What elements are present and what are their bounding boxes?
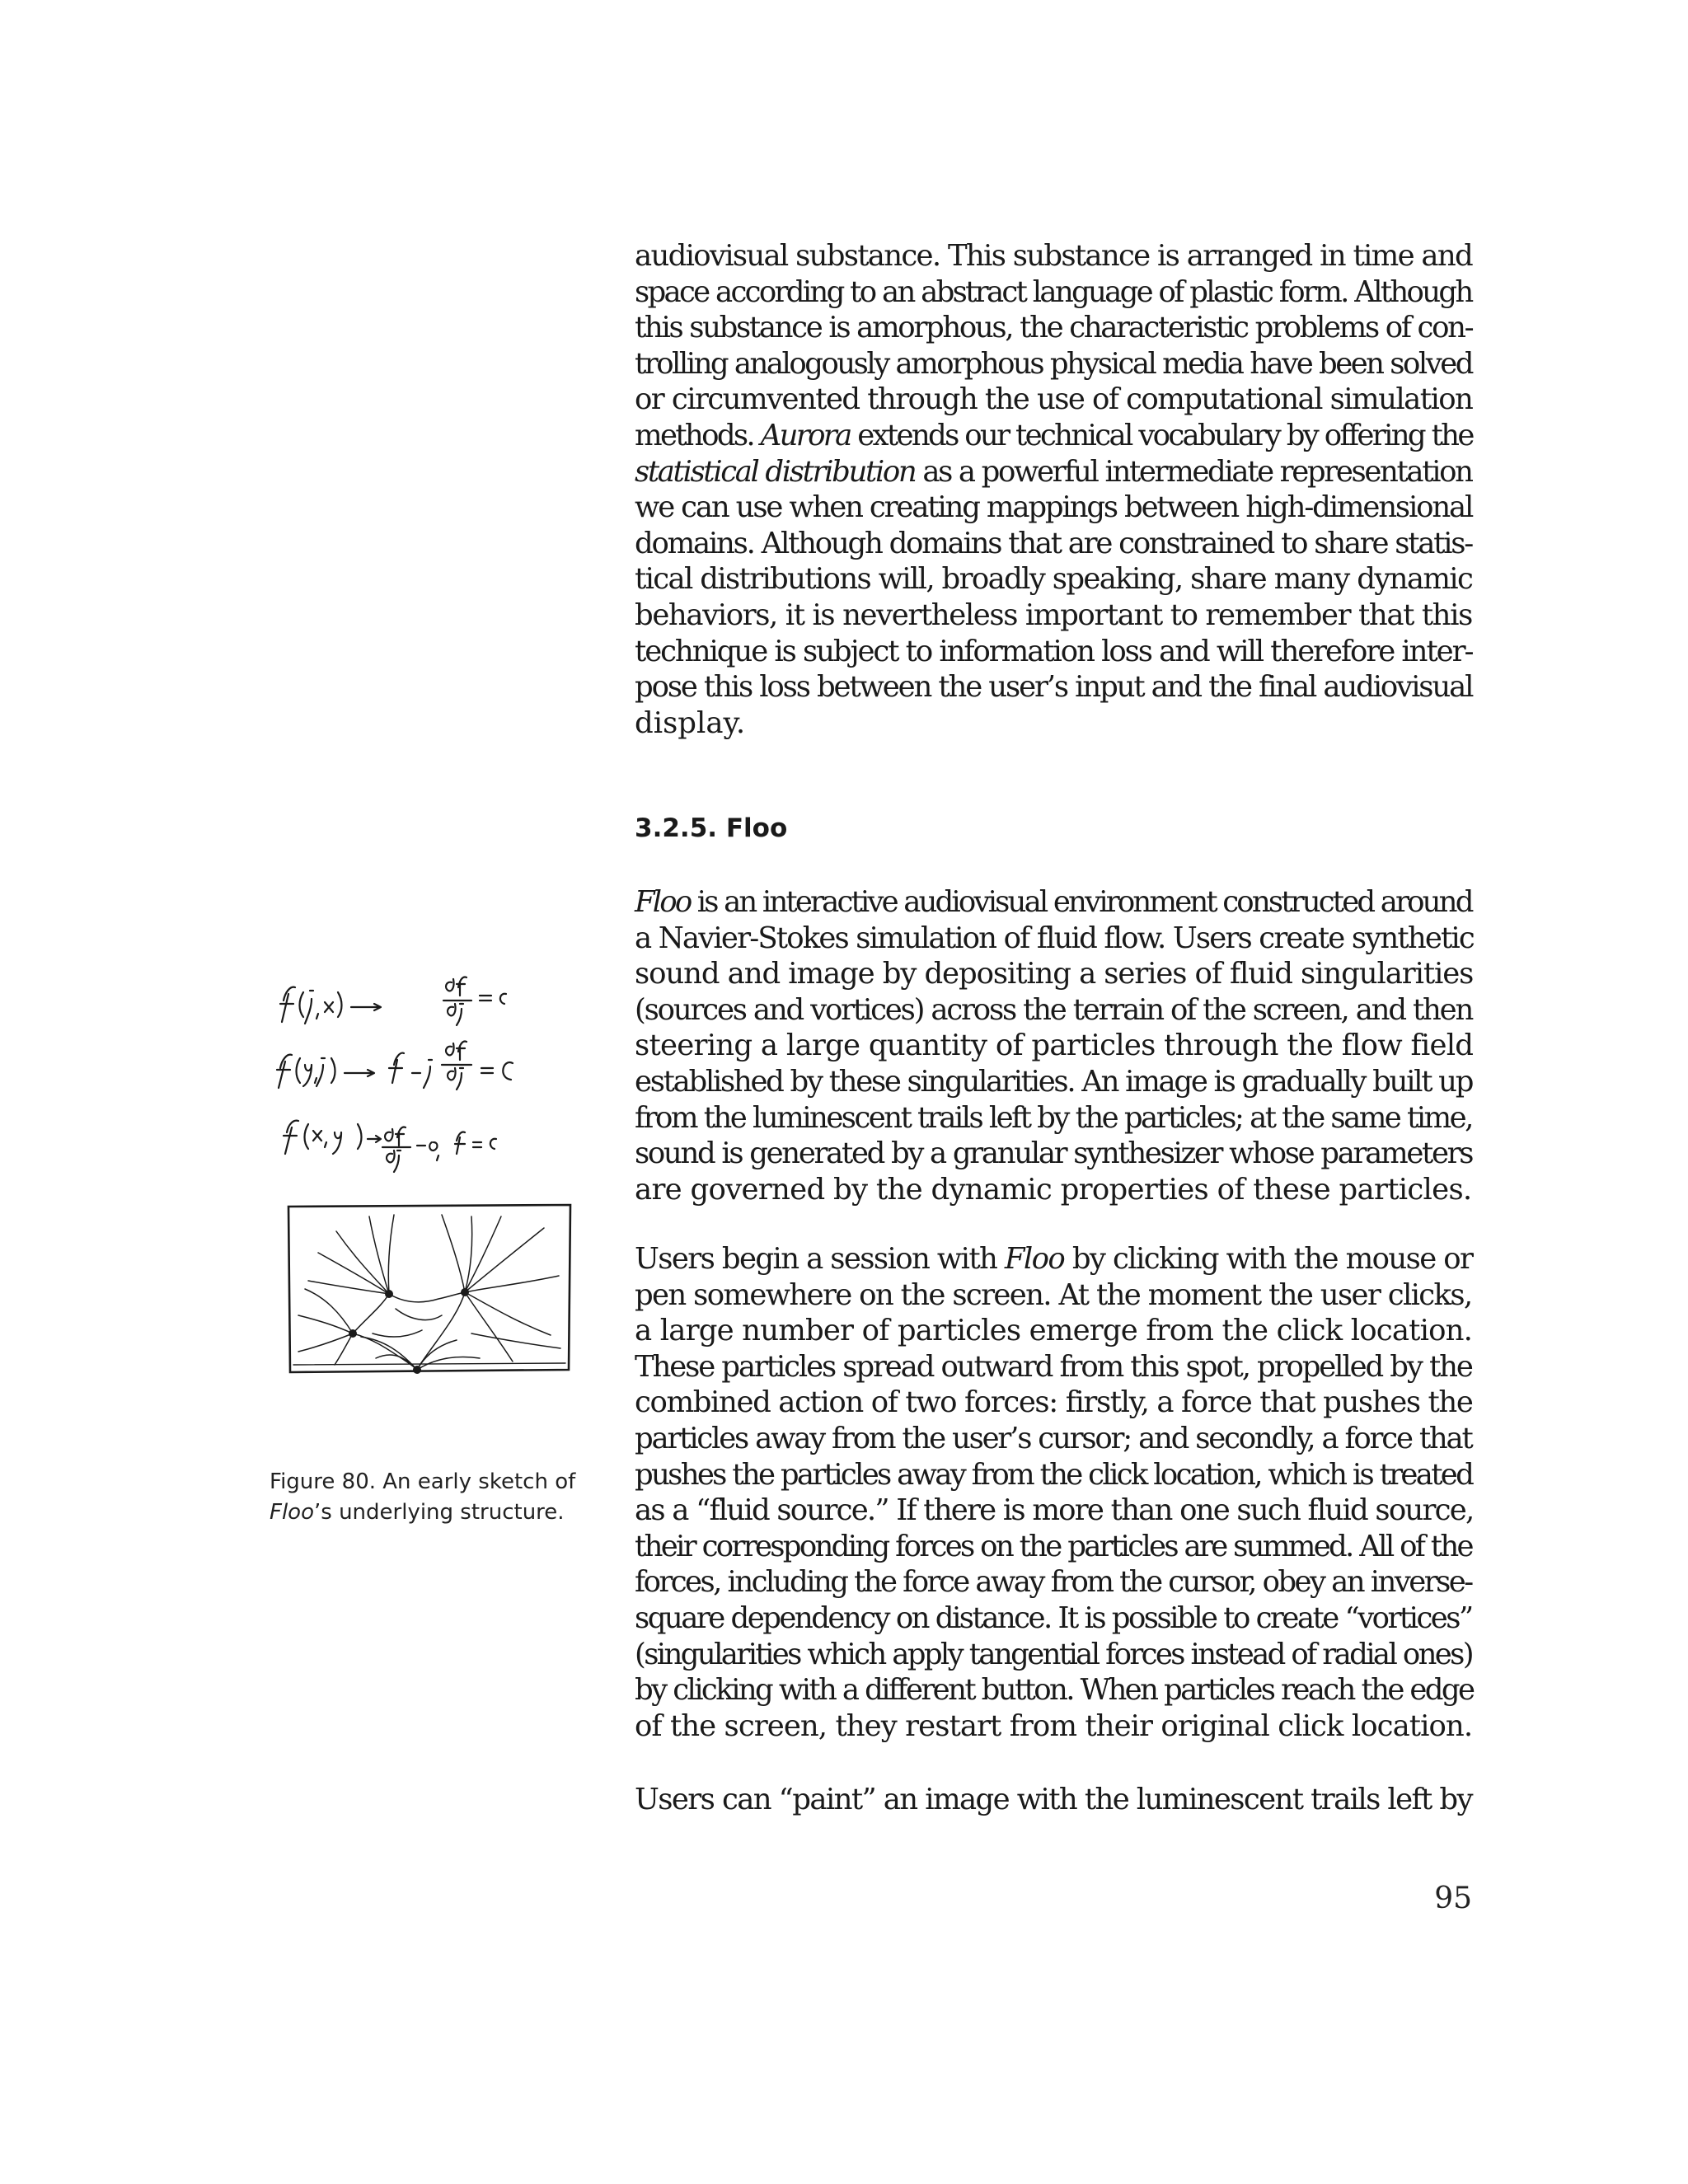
text-line xyxy=(635,921,1472,957)
italic-text: statistical distribution xyxy=(635,454,916,489)
text-run: sound is generated by a granular synthesizer whose parameters xyxy=(635,1137,1473,1171)
text-line xyxy=(635,1493,1472,1529)
text-line xyxy=(635,1457,1472,1493)
text-line xyxy=(635,454,1472,490)
text-line xyxy=(635,1564,1472,1601)
text-run: behaviors, it is nevertheless important to remember that this xyxy=(635,598,1472,632)
text-run: pose this loss between the user’s input and the final audiovisual xyxy=(635,670,1473,705)
text-line xyxy=(635,956,1472,992)
text-line xyxy=(635,1349,1472,1385)
text-line xyxy=(635,1028,1472,1064)
text-line xyxy=(635,346,1472,382)
page-number: 95 xyxy=(1434,1882,1472,1915)
text-run: by clicking with a different button. When particles reach the edge xyxy=(635,1673,1474,1708)
text-run: are governed by the dynamic properties of these particles. xyxy=(635,1172,1472,1207)
text-line xyxy=(635,669,1472,705)
text-run: display. xyxy=(635,705,746,740)
text-run: by clicking with the mouse or xyxy=(1064,1242,1473,1276)
text-line xyxy=(635,1136,1472,1172)
text-run: pushes the particles away from the click location, which is treated xyxy=(635,1457,1473,1492)
text-run: from the luminescent trails left by the particles; at the same time, xyxy=(635,1100,1472,1135)
italic-text: Floo xyxy=(1004,1242,1065,1276)
text-run: of the screen, they restart from their original click location. xyxy=(635,1708,1473,1743)
text-line xyxy=(635,418,1472,454)
text-run: particles away from the user’s cursor; and secondly, a force that xyxy=(635,1421,1472,1455)
flow-field-sketch xyxy=(288,1205,570,1374)
text-run: square dependency on distance. It is possible to create “vortices” xyxy=(635,1601,1472,1635)
text-run: methods. xyxy=(635,418,761,452)
text-run: combined action of two forces: firstly, a force that pushes the xyxy=(635,1385,1473,1420)
text-run: Users begin a session with xyxy=(635,1242,1005,1276)
text-line xyxy=(635,526,1472,562)
caption-italic: Floo xyxy=(270,1500,314,1525)
text-line xyxy=(635,1241,1472,1277)
text-run: established by these singularities. An image is gradually built up xyxy=(635,1064,1473,1099)
caption-prefix: Figure 80. An early sketch of xyxy=(270,1469,576,1494)
section-title: Floo xyxy=(725,813,788,843)
text-run: domains. Although domains that are constrained to share statis- xyxy=(635,526,1472,560)
text-run: Users can “paint” an image with the luminescent trails left by xyxy=(635,1783,1472,1816)
text-run: steering a large quantity of particles through the flow field xyxy=(635,1029,1474,1063)
text-line xyxy=(635,1601,1472,1637)
caption-suffix: ’s underlying structure. xyxy=(314,1500,565,1525)
text-run: this substance is amorphous, the characteristic problems of con- xyxy=(635,311,1473,345)
body-paragraph xyxy=(635,1241,1472,1744)
body-paragraph xyxy=(635,884,1472,1207)
body-paragraph xyxy=(635,1782,1472,1818)
body-paragraph xyxy=(635,238,1472,741)
text-run: trolling analogously amorphous physical media have been solved xyxy=(635,346,1472,381)
equation-3 xyxy=(284,1121,496,1172)
text-line xyxy=(635,884,1472,921)
text-run: audiovisual substance. This substance is arranged in time and xyxy=(635,239,1473,273)
text-line xyxy=(635,598,1472,634)
text-run: a Navier-Stokes simulation of fluid flow. Users create synthetic xyxy=(635,921,1474,955)
text-run: These particles spread outward from this spot, propelled by the xyxy=(635,1349,1472,1384)
text-line xyxy=(635,992,1472,1029)
text-line xyxy=(635,1064,1472,1100)
text-line xyxy=(635,1421,1472,1457)
text-line xyxy=(635,561,1472,598)
figure-sketch xyxy=(265,971,595,1451)
equation-1 xyxy=(280,977,506,1026)
text-line xyxy=(635,310,1472,346)
text-run: extends our technical vocabulary by offering the xyxy=(850,418,1473,452)
text-run: (sources and vortices) across the terrain of the screen, and then xyxy=(635,992,1473,1027)
figure-caption xyxy=(270,1467,599,1528)
text-line xyxy=(635,1172,1472,1208)
text-run: or circumvented through the use of computational simulation xyxy=(635,382,1473,417)
section-number: 3.2.5. xyxy=(635,813,718,843)
text-run: (singularities which apply tangential forces instead of radial ones) xyxy=(635,1637,1472,1671)
text-line xyxy=(635,1637,1472,1673)
text-line xyxy=(635,1313,1472,1349)
text-run: their corresponding forces on the particles are summed. All of the xyxy=(635,1529,1472,1563)
text-line xyxy=(635,382,1472,418)
text-run: as a “fluid source.” If there is more than one such fluid source, xyxy=(635,1493,1474,1528)
text-line xyxy=(635,1385,1472,1421)
text-line xyxy=(635,1277,1472,1314)
text-run: forces, including the force away from the cursor, obey an inverse- xyxy=(635,1565,1472,1600)
text-run: pen somewhere on the screen. At the moment the user clicks, xyxy=(635,1277,1472,1312)
section-heading xyxy=(635,812,1472,845)
text-line xyxy=(635,634,1472,670)
text-line xyxy=(635,1782,1472,1818)
equation-2 xyxy=(277,1042,513,1090)
text-line xyxy=(635,1529,1472,1565)
text-run: as a powerful intermediate representation xyxy=(915,454,1472,489)
text-line xyxy=(635,705,1472,742)
text-run: is an interactive audiovisual environment constructed around xyxy=(690,885,1472,919)
text-run: technique is subject to information loss and will therefore inter- xyxy=(635,634,1473,668)
text-run: we can use when creating mappings between high-dimensional xyxy=(635,490,1473,525)
italic-text: Aurora xyxy=(760,418,851,452)
text-line xyxy=(635,1672,1472,1708)
text-line xyxy=(635,1708,1472,1745)
text-run: space according to an abstract language of plastic form. Although xyxy=(635,274,1472,309)
text-line xyxy=(635,274,1472,311)
handwritten-equations xyxy=(277,977,513,1173)
italic-text: Floo xyxy=(635,885,691,919)
text-line xyxy=(635,490,1472,526)
text-run: sound and image by depositing a series of fluid singularities xyxy=(635,957,1474,991)
text-line xyxy=(635,1100,1472,1137)
text-run: a large number of particles emerge from the click location. xyxy=(635,1314,1473,1348)
text-run: tical distributions will, broadly speaking, share many dynamic xyxy=(635,562,1473,597)
text-line xyxy=(635,238,1472,274)
